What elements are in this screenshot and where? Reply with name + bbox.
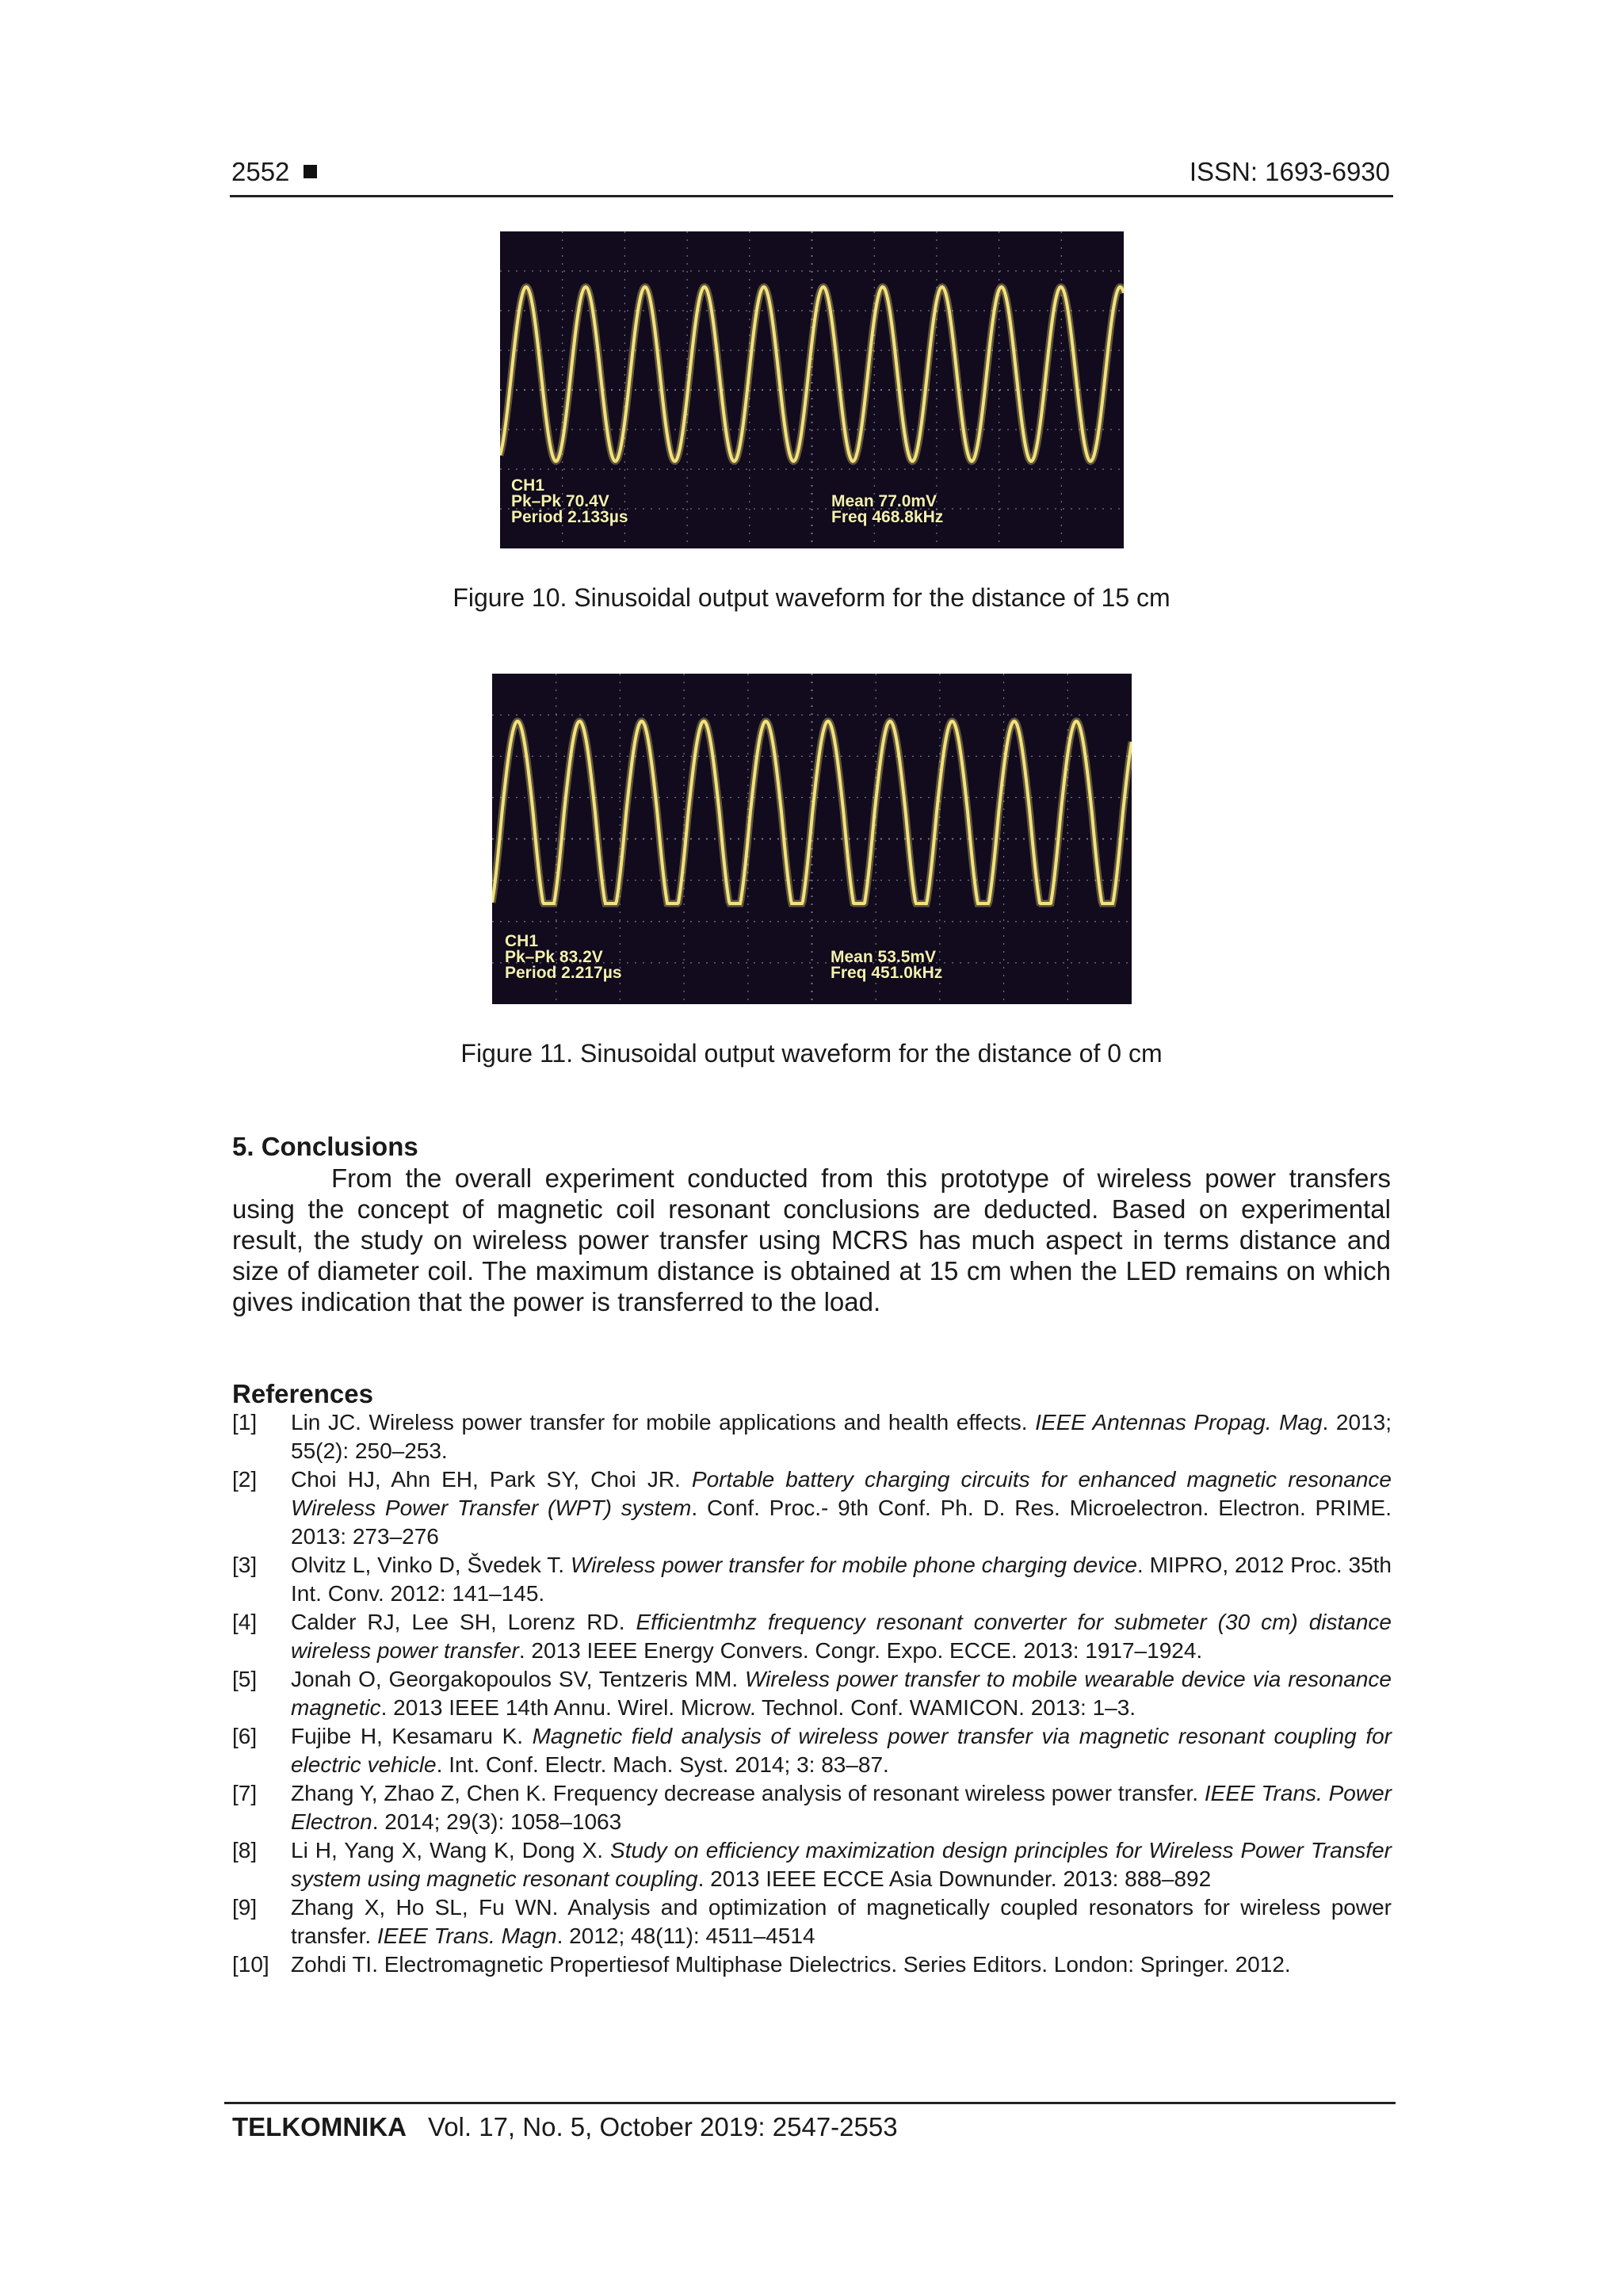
reference-details: . 2013 IEEE ECCE Asia Downunder. 2013: 888–892 — [697, 1866, 1212, 1891]
readout-mean: Mean 53.5mV — [831, 948, 937, 966]
reference-item — [232, 1893, 1392, 1950]
page-header — [230, 154, 1393, 197]
reference-number: [9] — [232, 1895, 258, 1920]
references-heading: References — [232, 1379, 373, 1408]
reference-number: [10] — [232, 1952, 269, 1977]
reference-details: . 2013 IEEE Energy Convers. Congr. Expo. ECCE. 2013: 1917–1924. — [518, 1638, 1203, 1663]
reference-item — [232, 1836, 1392, 1893]
oscilloscope-figure-10 — [500, 231, 1124, 548]
reference-source-italic: IEEE Antennas Propag. Mag — [1035, 1410, 1323, 1435]
readout-period: Period 2.133µs — [511, 508, 628, 526]
readout-freq: Freq 468.8kHz — [831, 508, 944, 526]
reference-source-italic: Wireless power transfer for mobile phone charging device — [570, 1553, 1137, 1577]
reference-authors: Zhang Y, Zhao Z, Chen K. Frequency decrease analysis of resonant wireless power transfer. — [291, 1781, 1205, 1805]
page-number: 2552 — [231, 157, 290, 186]
reference-authors: Choi HJ, Ahn EH, Park SY, Choi JR. — [291, 1467, 692, 1492]
reference-source-italic: IEEE Trans. Magn — [376, 1924, 557, 1948]
figure-10-caption: Figure 10. Sinusoidal output waveform for the distance of 15 cm — [453, 583, 1170, 612]
reference-details: . MIPRO, 2012 Proc. 35th Int. Conv. 2012: 141–145. — [291, 1553, 1392, 1606]
reference-source-italic: Study on efficiency maximization design principles for Wireless Power Transfer system using magnetic resonant coupling — [291, 1838, 1392, 1891]
reference-item — [232, 1950, 1392, 1979]
reference-item — [232, 1465, 1392, 1551]
reference-item — [232, 1551, 1392, 1608]
waveform-trace — [492, 721, 1132, 904]
readout-mean: Mean 77.0mV — [831, 492, 938, 510]
reference-number: [3] — [232, 1553, 258, 1577]
reference-item — [232, 1408, 1392, 1465]
reference-number: [4] — [232, 1610, 258, 1634]
reference-authors: Zhang X, Ho SL, Fu WN. Analysis and optimization of magnetically coupled resonators for wireless power transfer. — [291, 1895, 1392, 1948]
reference-details: . 2014; 29(3): 1058–1063 — [372, 1809, 622, 1834]
reference-authors: Lin JC. Wireless power transfer for mobile applications and health effects. — [291, 1410, 1036, 1435]
readout-freq: Freq 451.0kHz — [831, 964, 943, 982]
reference-item — [232, 1779, 1392, 1836]
reference-source-italic: Portable battery charging circuits for enhanced magnetic resonance Wireless Power Transfer (WPT) system — [291, 1467, 1392, 1520]
readout-channel: CH1 — [505, 932, 539, 950]
references-list — [232, 1408, 1392, 1979]
reference-details: . 2013 IEEE 14th Annu. Wirel. Microw. Technol. Conf. WAMICON. 2013: 1–3. — [380, 1695, 1136, 1720]
reference-authors: Fujibe H, Kesamaru K. — [291, 1724, 533, 1748]
reference-number: [5] — [232, 1667, 258, 1691]
reference-item — [232, 1665, 1392, 1722]
reference-number: [8] — [232, 1838, 258, 1862]
issn: ISSN: 1693-6930 — [1189, 157, 1390, 186]
readout-channel: CH1 — [511, 476, 545, 495]
reference-details: . Conf. Proc.- 9th Conf. Ph. D. Res. Microelectron. Electron. PRIME. 2013: 273–276 — [291, 1496, 1392, 1549]
reference-authors: Li H, Yang X, Wang K, Dong X. — [291, 1838, 611, 1862]
section-heading-conclusions: 5. Conclusions — [232, 1132, 418, 1161]
reference-authors: Olvitz L, Vinko D, Švedek T. — [291, 1553, 571, 1577]
page-footer — [224, 2102, 1396, 2141]
reference-source-italic: Magnetic field analysis of wireless power transfer via magnetic resonant coupling for electric vehicle — [291, 1724, 1392, 1777]
reference-authors: Calder RJ, Lee SH, Lorenz RD. — [291, 1610, 636, 1634]
reference-authors: Zohdi TI. Electromagnetic Propertiesof Multiphase Dielectrics. Series Editors. London: Springer. 2012. — [291, 1952, 1291, 1977]
reference-source-italic: IEEE Trans. Power Electron — [291, 1781, 1392, 1834]
oscilloscope-figure-11 — [492, 674, 1132, 1004]
reference-item — [232, 1722, 1392, 1779]
reference-source-italic: Efficientmhz frequency resonant converter for submeter (30 cm) distance wireless power transfer — [291, 1610, 1392, 1663]
square-bullet-icon — [304, 165, 317, 178]
page-number-group — [231, 157, 317, 187]
figure-11-caption: Figure 11. Sinusoidal output waveform for the distance of 0 cm — [460, 1039, 1163, 1068]
readout-pk-pk: Pk–Pk 70.4V — [511, 492, 609, 510]
reference-details: . Int. Conf. Electr. Mach. Syst. 2014; 3: 83–87. — [436, 1752, 889, 1777]
reference-authors: Jonah O, Georgakopoulos SV, Tentzeris MM. — [291, 1667, 745, 1691]
volume-info: Vol. 17, No. 5, October 2019: 2547-2553 — [428, 2112, 898, 2141]
reference-number: [7] — [232, 1781, 258, 1805]
reference-number: [2] — [232, 1467, 258, 1492]
reference-item — [232, 1608, 1392, 1665]
reference-number: [1] — [232, 1410, 258, 1435]
readout-pk-pk: Pk–Pk 83.2V — [505, 948, 603, 966]
reference-details: . 2012; 48(11): 4511–4514 — [556, 1924, 815, 1948]
readout-period: Period 2.217µs — [505, 964, 622, 982]
conclusions-paragraph: From the overall experiment conducted from this prototype of wireless power transfers using the concept of magnetic coil resonant conclusions are deducted. Based on experimental result, the study on wireless power transfer using MCRS has much aspect in terms distance and size of diameter coil. The maximum distance is obtained at 15 cm when the LED remains on which gives indication that the power is transferred to the load. — [232, 1163, 1391, 1316]
reference-number: [6] — [232, 1724, 258, 1748]
journal-name: TELKOMNIKA — [232, 2112, 407, 2141]
reference-details: . 2013; 55(2): 250–253. — [291, 1410, 1392, 1463]
reference-source-italic: Wireless power transfer to mobile wearable device via resonance magnetic — [291, 1667, 1392, 1720]
